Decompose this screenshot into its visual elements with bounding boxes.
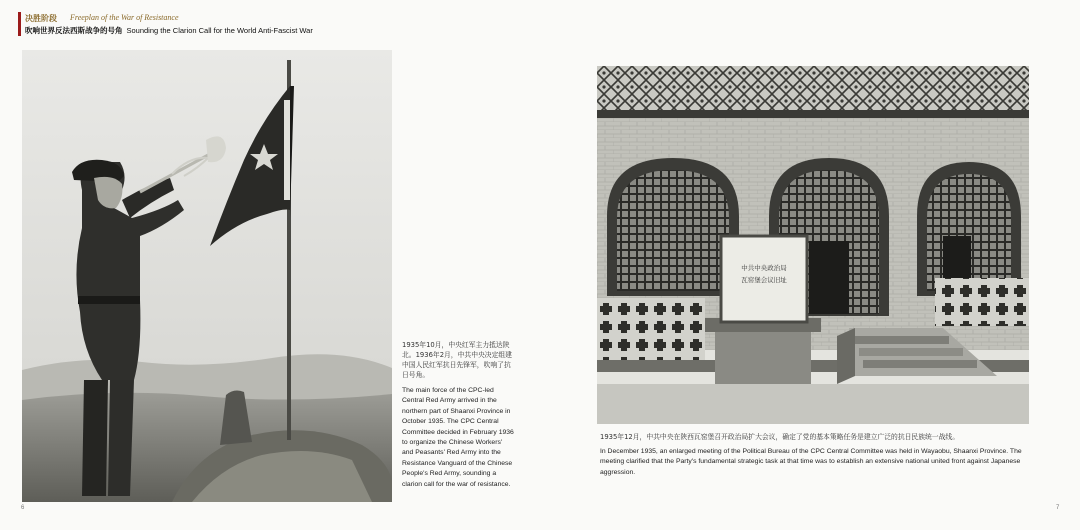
- left-caption-en: The main force of the CPC-led Central Red Army arrived in the northern part of Shaanxi Province in October 1935. The CPC Central Committee decided in February 1936 to organize the Chinese Workers' and Peasants' Red Army into the Resistance Vanguard of the Chinese People's Red Army, sounding a clarion call for the war of resistance.: [402, 387, 514, 488]
- right-caption: [600, 432, 1030, 478]
- left-caption: [402, 340, 514, 490]
- page-number-left: 6: [21, 505, 25, 511]
- page-number-right: 7: [1056, 505, 1060, 511]
- photo-wayaobu-building: [597, 66, 1029, 424]
- subtitle-zh: 吹响世界反法西斯战争的号角: [25, 26, 123, 35]
- svg-text:中共中央政治局: 中共中央政治局: [741, 264, 787, 272]
- svg-text:瓦窑堡会议旧址: 瓦窑堡会议旧址: [741, 276, 787, 284]
- header-subtitle: [25, 25, 313, 36]
- building-photo-illustration: [597, 66, 1029, 424]
- right-caption-zh: 1935年12月，中共中央在陕西瓦窑堡召开政治局扩大会议，确定了党的基本策略任务是建立广泛的抗日民族统一战线。: [600, 433, 959, 441]
- section-title-en: Freeplan of the War of Resistance: [70, 13, 179, 22]
- bugler-photo-illustration: [22, 50, 392, 502]
- subtitle-en: Sounding the Clarion Call for the World Anti-Fascist War: [126, 26, 313, 35]
- header-accent-bar: [18, 12, 21, 36]
- photo-bugler-with-flag: [22, 50, 392, 502]
- right-caption-en: In December 1935, an enlarged meeting of the Political Bureau of the CPC Central Committee was held in Wayaobu, Shaanxi Province. The meeting clarified that the Party's fundamental strategic task at that time was to establish an extensive national united front against Japanese aggression.: [600, 448, 1022, 476]
- left-caption-zh: 1935年10月，中央红军主力抵达陕北。1936年2月，中共中央决定组建中国人民红军抗日先锋军，吹响了抗日号角。: [402, 341, 512, 379]
- section-title-zh: 决胜阶段: [25, 13, 57, 23]
